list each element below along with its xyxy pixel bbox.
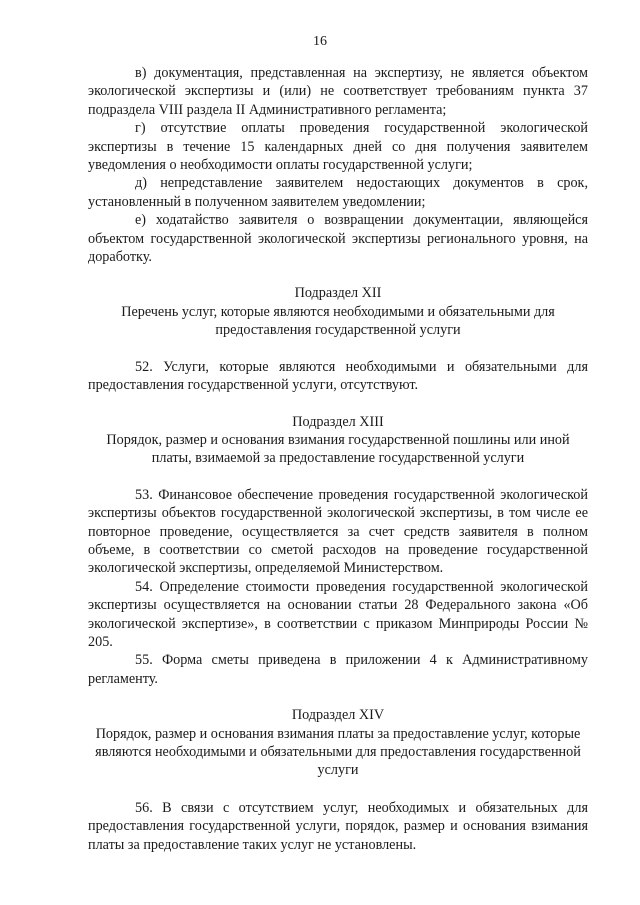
paragraph-55: 55. Форма сметы приведена в приложении 4 к Административному регламенту. (88, 652, 588, 687)
subsection-14-heading: Подраздел XIV (291, 707, 385, 724)
item-v: в) документация, представленная на экспертизу, не является объектом экологической экспертизы и (или) не соответствует требованиям пункта 37 подраздела VIII раздела II Административного регламента; (88, 65, 588, 118)
item-d: д) непредставление заявителем недостающих документов в срок, установленный в полученном заявителем уведомлении; (88, 175, 588, 210)
paragraph-54: 54. Определение стоимости проведения государственной экологической экспертизы осуществляется на основании статьи 28 Федерального закона «Об экологической экспертизе», в соответствии с приказом Минприроды России № 205. (88, 578, 588, 650)
spacer (88, 688, 588, 706)
document-body (88, 64, 588, 854)
paragraph-56: 56. В связи с отсутствием услуг, необходимых и обязательных для предоставления государственной услуги, порядок, размер и основания взимания платы за предоставление таких услуг не установлены. (88, 799, 588, 853)
page-number: 16 (313, 34, 327, 49)
subsection-14-title: Порядок, размер и основания взимания платы за предоставление услуг, которые являются необходимыми и обязательными для предоставления государственной услуги (95, 725, 581, 779)
spacer (88, 266, 588, 284)
item-g: г) отсутствие оплаты проведения государственной экологической экспертизы в течение 15 календарных дней со дня получения заявителем уведомления о необходимости оплаты государственной услуги; (88, 120, 588, 174)
subsection-13-title: Порядок, размер и основания взимания государственной пошлины или иной платы, взимаемой за предоставление государственной услуги (106, 431, 570, 467)
subsection-13-heading: Подраздел XIII (292, 413, 384, 430)
paragraph-53: 53. Финансовое обеспечение проведения государственной экологической экспертизы объектов государственной экологической экспертизы, в том числе ее повторное проведение, осуществляется за счет средств заявителя в полном объеме, в соответствии со сметой расходов на проведение государственной экологической экспертизы, определяемой Министерством. (88, 486, 588, 577)
spacer (88, 780, 588, 799)
subsection-12-heading: Подраздел XII (294, 285, 382, 302)
spacer (88, 340, 588, 358)
item-e: е) ходатайство заявителя о возвращении документации, являющейся объектом государственной экологической экспертизы регионального уровня, на доработку. (88, 212, 588, 266)
paragraph-52: 52. Услуги, которые являются необходимыми и обязательными для предоставления государственной услуги, отсутствуют. (88, 358, 588, 394)
spacer (88, 395, 588, 413)
spacer (88, 468, 588, 486)
subsection-12-title: Перечень услуг, которые являются необходимыми и обязательными для предоставления государственной услуги (121, 303, 555, 339)
